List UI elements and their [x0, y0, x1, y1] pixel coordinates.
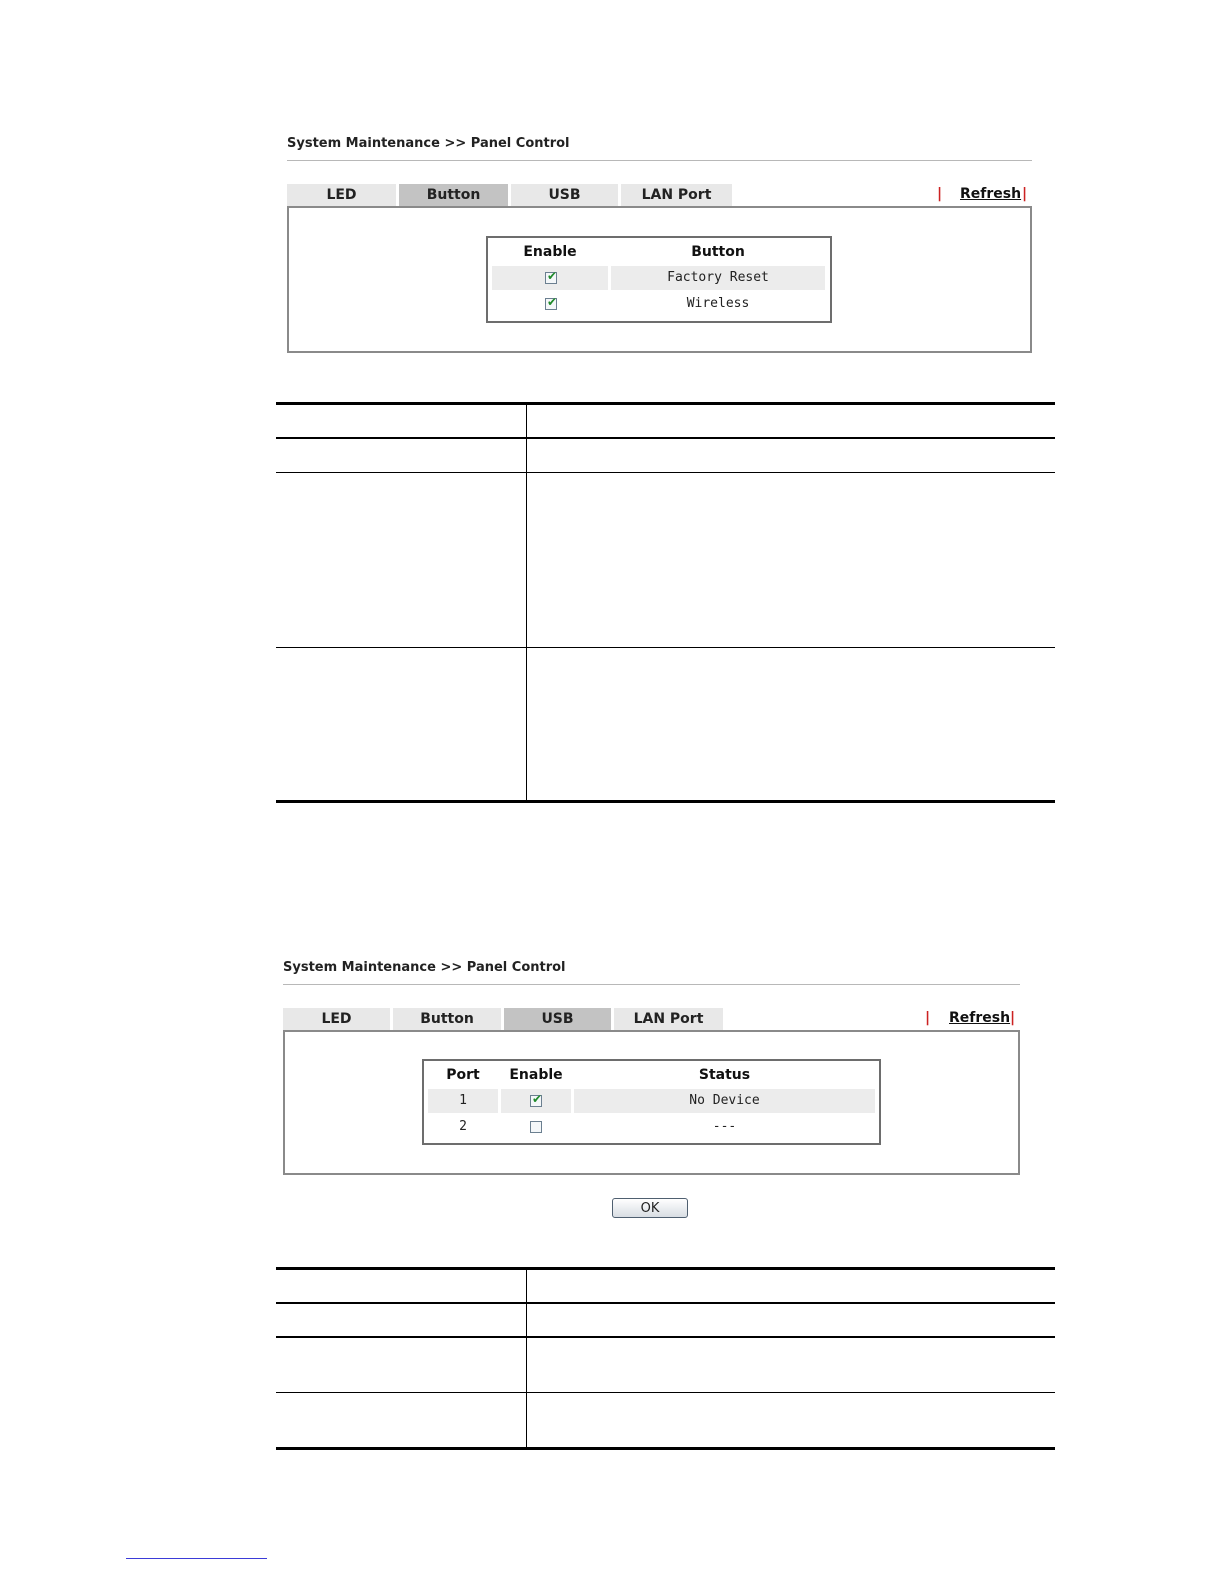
footnote-divider — [126, 1558, 267, 1559]
separator: | — [1022, 186, 1028, 202]
refresh-link[interactable]: Refresh — [949, 1010, 1011, 1026]
tab-button[interactable]: Button — [399, 184, 508, 206]
tab-led[interactable]: LED — [287, 184, 396, 206]
button-name: Factory Reset — [611, 266, 825, 290]
table-rule — [276, 1267, 1055, 1270]
tab-led[interactable]: LED — [283, 1008, 390, 1030]
table-column-divider — [526, 402, 527, 803]
page-title: System Maintenance >> Panel Control — [283, 960, 566, 975]
factory-reset-enable-checkbox[interactable] — [545, 269, 558, 284]
table-rule — [276, 1447, 1055, 1450]
port-number: 2 — [459, 1119, 467, 1134]
column-header-button: Button — [691, 244, 745, 260]
title-divider — [283, 984, 1020, 985]
usb-port-2-enable-checkbox[interactable] — [530, 1121, 542, 1133]
separator: | — [1010, 1010, 1016, 1026]
table-rule — [276, 402, 1055, 405]
ok-button[interactable]: OK — [612, 1198, 688, 1218]
checkmark-icon: ✔ — [547, 269, 558, 283]
button-name: Wireless — [686, 296, 750, 311]
table-rule — [276, 437, 1055, 439]
port-number: 1 — [428, 1089, 498, 1113]
tab-usb[interactable]: USB — [504, 1008, 611, 1030]
refresh-link[interactable]: Refresh — [960, 186, 1022, 202]
table-rule — [276, 1336, 1055, 1338]
table-column-divider — [526, 1267, 527, 1450]
separator: | — [937, 186, 943, 202]
table-rule — [276, 800, 1055, 803]
table-rule — [276, 1302, 1055, 1304]
table-rule — [276, 472, 1055, 473]
port-status: --- — [712, 1119, 737, 1134]
column-header-enable: Enable — [509, 1067, 563, 1083]
checkmark-icon: ✔ — [547, 295, 558, 309]
column-header-enable: Enable — [523, 244, 577, 260]
tab-lan-port[interactable]: LAN Port — [614, 1008, 723, 1030]
title-divider — [287, 160, 1032, 161]
separator: | — [925, 1010, 931, 1026]
column-header-status: Status — [698, 1067, 751, 1083]
table-rule — [276, 1392, 1055, 1393]
checkmark-icon: ✔ — [532, 1092, 543, 1106]
page-title: System Maintenance >> Panel Control — [287, 136, 570, 151]
port-status: No Device — [574, 1089, 875, 1113]
table-rule — [276, 647, 1055, 648]
column-header-port: Port — [446, 1067, 480, 1083]
wireless-enable-checkbox[interactable] — [545, 295, 558, 310]
tab-button[interactable]: Button — [393, 1008, 501, 1030]
tab-usb[interactable]: USB — [511, 184, 618, 206]
tab-lan-port[interactable]: LAN Port — [621, 184, 732, 206]
usb-port-1-enable-checkbox[interactable] — [530, 1092, 543, 1107]
